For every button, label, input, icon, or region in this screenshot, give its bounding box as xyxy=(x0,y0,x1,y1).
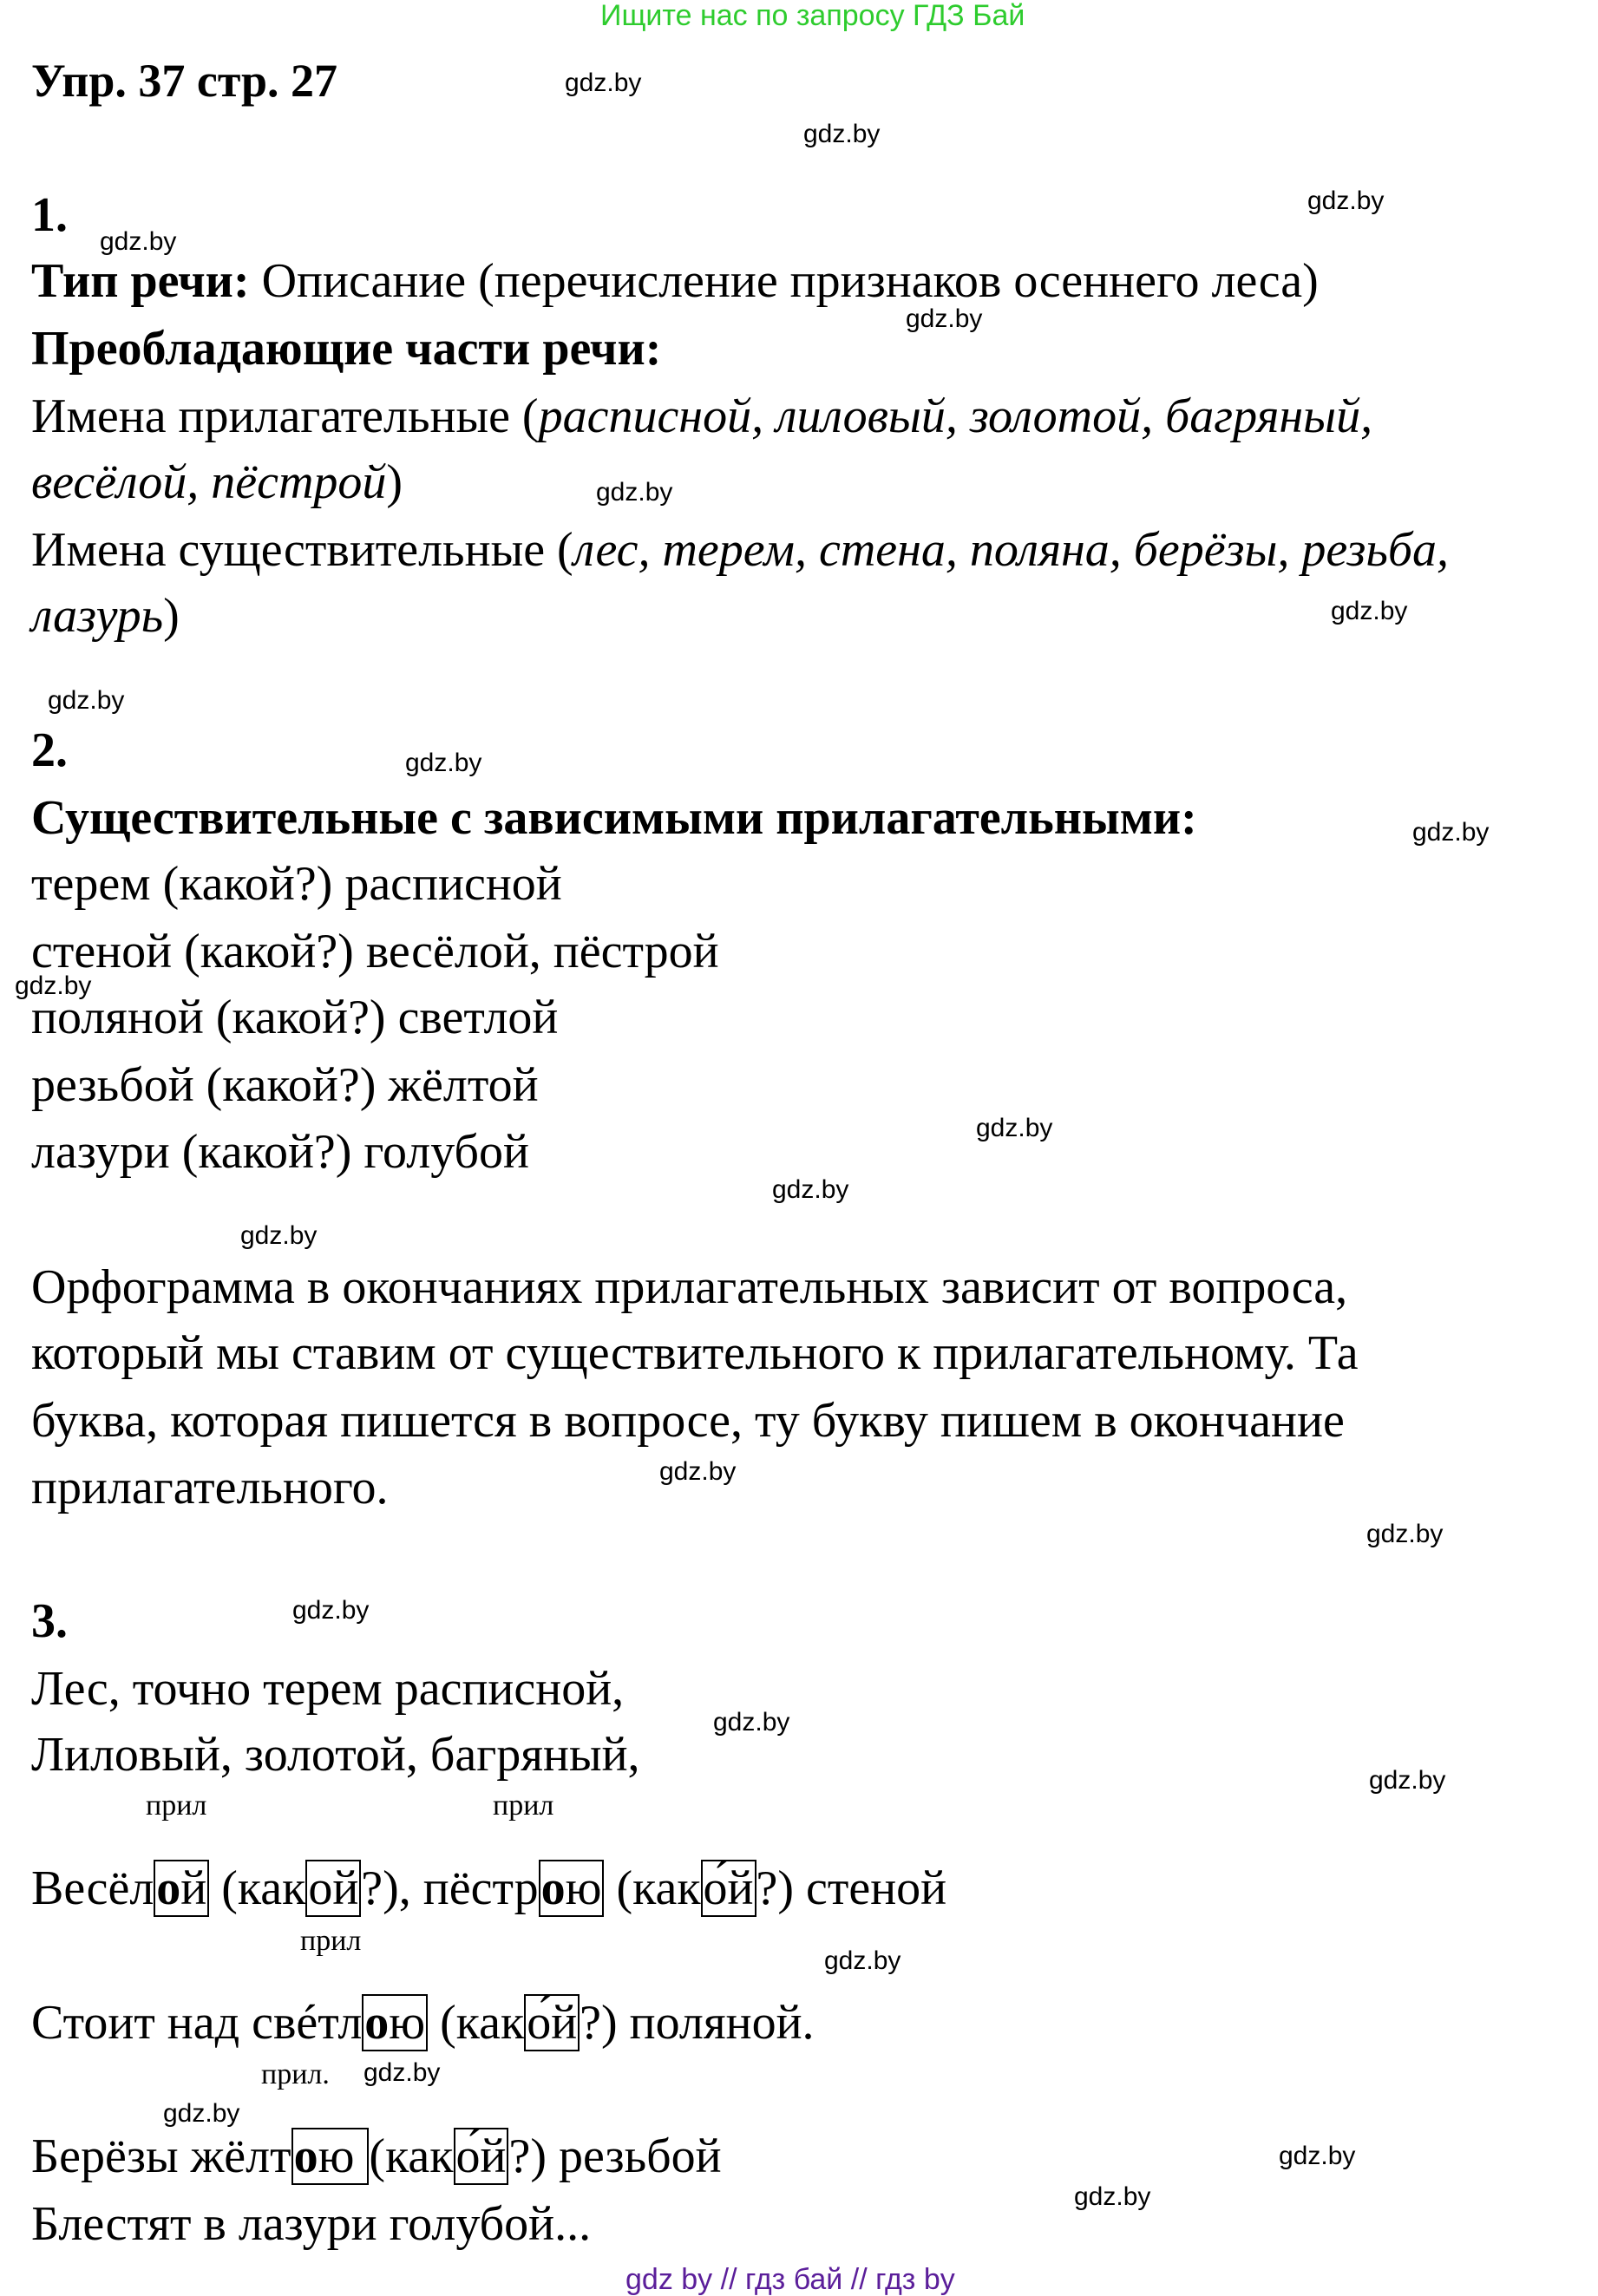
watermark: gdz.by xyxy=(824,1946,901,1975)
pair-line: стеной (какой?) весёлой, пёстрой xyxy=(31,925,719,978)
page-title: Упр. 37 стр. 27 xyxy=(31,55,338,107)
watermark: gdz.by xyxy=(100,227,177,256)
watermark: gdz.by xyxy=(976,1114,1053,1142)
section-1-number: 1. xyxy=(31,188,68,242)
poem-line-4 xyxy=(31,1992,815,2053)
question-ending-box: о́й xyxy=(454,2128,509,2185)
question: ?) поляной. xyxy=(580,1996,815,2050)
rule-line: который мы ставим от существительного к прилагательному. Та xyxy=(31,1326,1359,1380)
question: (как xyxy=(369,2129,454,2183)
question-ending-box: о́й xyxy=(701,1860,756,1917)
question: (как xyxy=(428,1996,525,2050)
watermark: gdz.by xyxy=(292,1596,370,1625)
watermark: gdz.by xyxy=(565,69,642,97)
poem-line-6: Блестят в лазури голубой... xyxy=(31,2197,592,2251)
watermark: gdz.by xyxy=(1412,818,1490,847)
word: Берёзы жёлт xyxy=(31,2129,291,2183)
question: ?) резьбой xyxy=(508,2129,722,2183)
watermark: gdz.by xyxy=(713,1708,790,1737)
section-2-heading: Существительные с зависимыми прилагательными: xyxy=(31,791,1197,845)
watermark: gdz.by xyxy=(240,1221,318,1250)
rule-line: прилагательного. xyxy=(31,1461,389,1514)
pair-line: поляной (какой?) светлой xyxy=(31,991,559,1044)
speech-type-line xyxy=(31,251,1319,311)
question-ending-box: ой xyxy=(305,1860,361,1917)
section-3-number: 3. xyxy=(31,1594,68,1648)
ending-vowel: о xyxy=(156,1861,181,1915)
ending-box xyxy=(539,1860,605,1917)
watermark: gdz.by xyxy=(1279,2142,1356,2170)
poem-line-1: Лес, точно терем расписной, xyxy=(31,1662,625,1716)
word: Стоит над свéтл xyxy=(31,1996,363,2050)
poem-line-5 xyxy=(31,2126,722,2187)
nouns-list: лес, терем, стена, поляна, берёзы, резьба, xyxy=(573,523,1450,577)
close-paren: ) xyxy=(163,589,180,643)
watermark: gdz.by xyxy=(15,971,92,1000)
question: ?) стеной xyxy=(756,1861,947,1915)
watermark: gdz.by xyxy=(163,2099,240,2128)
close-paren: ) xyxy=(386,455,403,509)
speech-type-label: Тип речи: xyxy=(31,254,250,308)
watermark: gdz.by xyxy=(596,478,673,507)
watermark: gdz.by xyxy=(906,304,983,333)
adj-label: прил. xyxy=(261,2058,330,2090)
question: (как xyxy=(209,1861,306,1915)
ending-vowel: о xyxy=(293,2129,318,2183)
rule-line: буква, которая пишется в вопросе, ту букву пишем в окончание xyxy=(31,1394,1345,1448)
watermark: gdz.by xyxy=(1307,186,1385,215)
ending-rest: ю xyxy=(318,2129,367,2183)
watermark: gdz.by xyxy=(659,1457,737,1486)
ending-vowel: о xyxy=(364,1996,390,2050)
watermark: gdz.by xyxy=(405,749,482,777)
pair-line: терем (какой?) расписной xyxy=(31,857,562,911)
watermark: gdz.by xyxy=(48,686,125,715)
watermark: gdz.by xyxy=(363,2058,441,2087)
search-banner: Ищите нас по запросу ГДЗ Бай xyxy=(600,0,1025,32)
watermark: gdz.by xyxy=(803,120,881,148)
nouns-line xyxy=(31,520,1449,580)
watermark: gdz.by xyxy=(772,1175,849,1204)
question: ?), пёстр xyxy=(361,1861,539,1915)
pair-line: резьбой (какой?) жёлтой xyxy=(31,1058,539,1112)
ending-rest: ю xyxy=(389,1996,426,2050)
watermark: gdz.by xyxy=(1369,1766,1446,1795)
word: Весёл xyxy=(31,1861,154,1915)
nouns-line-2 xyxy=(31,585,180,646)
rule-line: Орфограмма в окончаниях прилагательных зависит от вопроса, xyxy=(31,1260,1348,1314)
nouns-list-cont: лазурь xyxy=(31,589,164,643)
parts-of-speech-heading: Преобладающие части речи: xyxy=(31,322,662,376)
pair-line: лазури (какой?) голубой xyxy=(31,1125,529,1179)
ending-rest: й xyxy=(180,1861,207,1915)
ending-box xyxy=(154,1860,209,1917)
adjectives-line xyxy=(31,386,1372,447)
adjectives-line-2 xyxy=(31,452,403,513)
adj-label: прил xyxy=(493,1789,554,1822)
watermark: gdz.by xyxy=(1074,2182,1151,2211)
footer-links: gdz by // гдз бай // гдз by xyxy=(625,2263,955,2296)
speech-type-value: Описание (перечисление признаков осеннего леса) xyxy=(249,254,1319,308)
question: (как xyxy=(604,1861,701,1915)
ending-box xyxy=(362,1994,428,2051)
nouns-label: Имена существительные ( xyxy=(31,523,573,577)
question-ending-box: о́й xyxy=(524,1994,580,2051)
watermark: gdz.by xyxy=(1366,1520,1444,1548)
adj-label: прил xyxy=(300,1925,362,1957)
adjectives-list: расписной, лиловый, золотой, багряный, xyxy=(538,389,1373,443)
ending-box xyxy=(291,2128,370,2185)
poem-line-2: Лиловый, золотой, багряный, xyxy=(31,1728,640,1782)
watermark: gdz.by xyxy=(1331,597,1408,625)
adjectives-list-cont: весёлой, пёстрой xyxy=(31,455,387,509)
adjectives-label: Имена прилагательные ( xyxy=(31,389,539,443)
ending-vowel: о xyxy=(540,1861,566,1915)
ending-rest: ю xyxy=(565,1861,602,1915)
adj-label: прил xyxy=(146,1789,207,1822)
section-2-number: 2. xyxy=(31,723,68,777)
poem-line-3 xyxy=(31,1858,946,1919)
